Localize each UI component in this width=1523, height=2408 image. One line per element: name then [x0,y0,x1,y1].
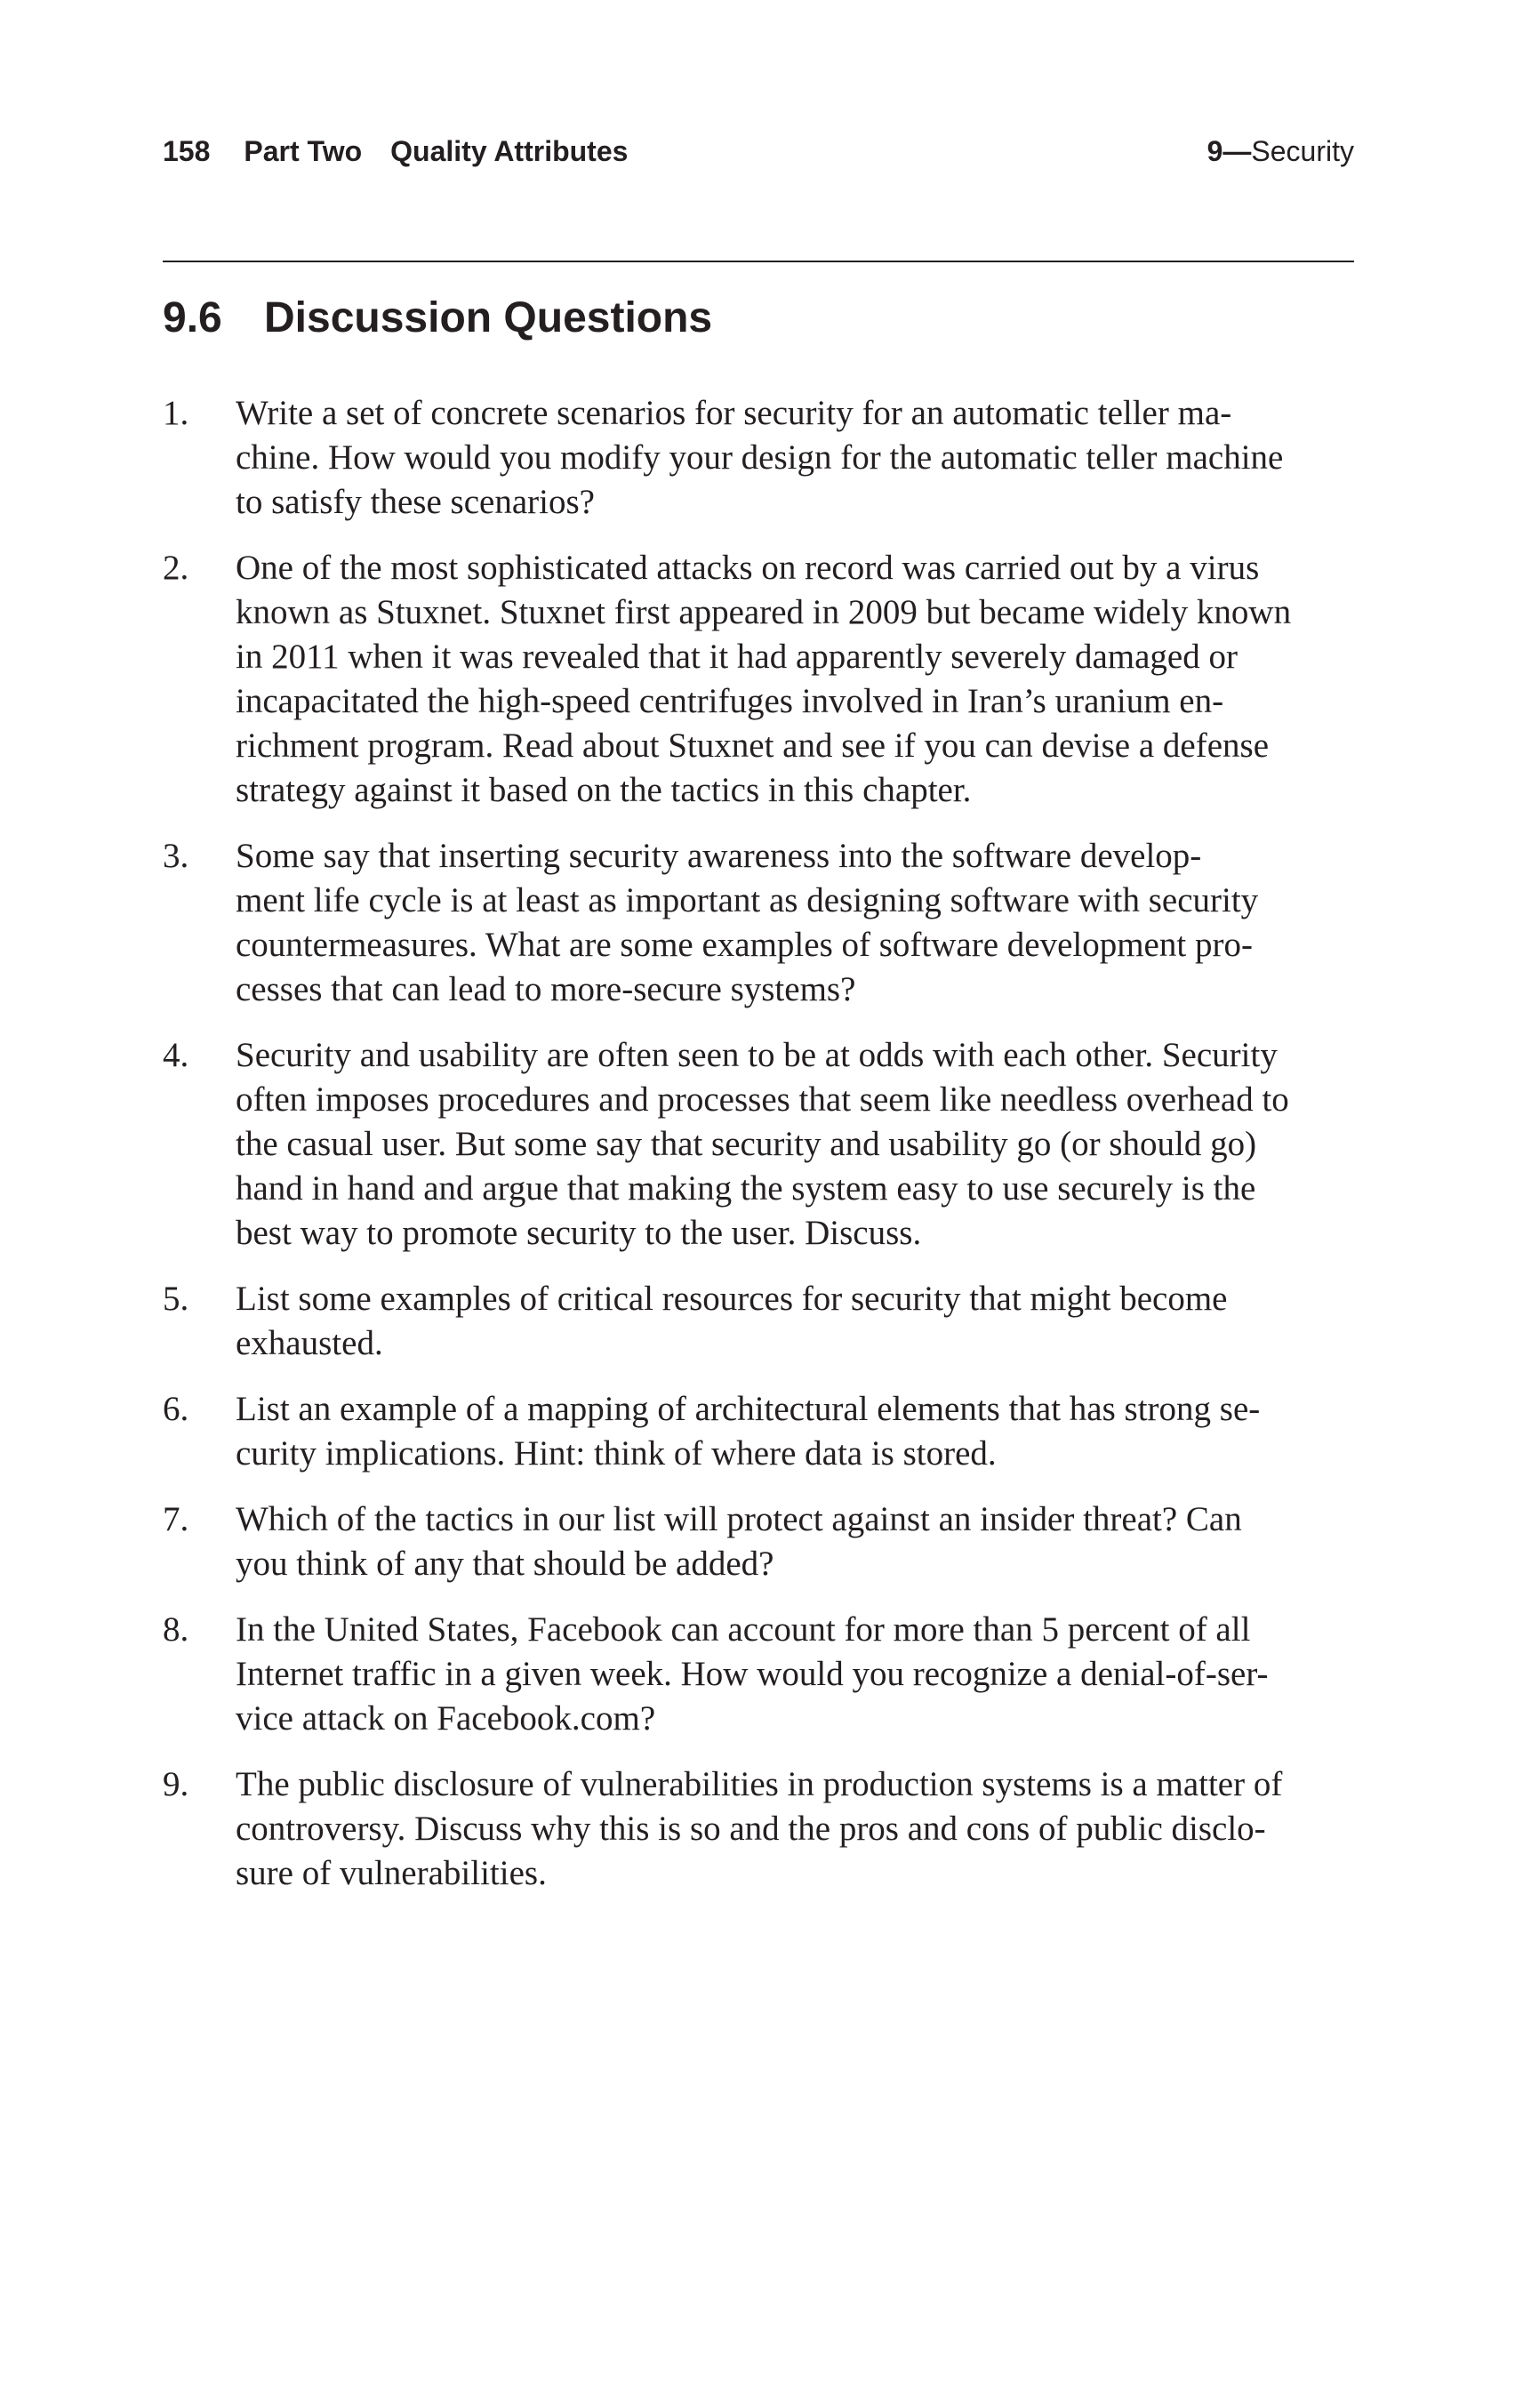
question-text-line: richment program. Read about Stuxnet and see if you can devise a defense [236,726,1270,765]
question-text [236,1277,1354,1366]
header-rule [163,261,1354,262]
question-text [236,834,1354,1012]
question-text [236,1608,1354,1741]
chapter-number: 9— [1206,135,1252,167]
page-number: 158 [163,135,211,167]
discussion-questions-list [163,391,1354,1917]
question-item [163,391,1354,525]
question-number: 2. [163,549,189,587]
question-item [163,1033,1354,1256]
question-text [236,1033,1354,1256]
question-number: 6. [163,1390,189,1428]
question-item [163,1608,1354,1741]
question-text-line: in 2011 when it was revealed that it had apparently severely damaged or [236,638,1238,676]
question-number: 8. [163,1610,189,1649]
question-number: 1. [163,394,189,432]
question-text-line: Some say that inserting security awareness into the software develop- [236,837,1202,875]
chapter-title: Security [1251,135,1354,167]
question-text [236,1387,1354,1476]
question-text-line: List an example of a mapping of architectural elements that has strong se- [236,1390,1261,1428]
question-text-line: Write a set of concrete scenarios for security for an automatic teller ma- [236,394,1232,432]
question-text-line: to satisfy these scenarios? [236,483,595,521]
question-text-line: exhausted. [236,1324,383,1362]
question-text-line: curity implications. Hint: think of where data is stored. [236,1434,997,1473]
part-label: Part Two [244,135,363,167]
question-text-line: known as Stuxnet. Stuxnet first appeared in 2009 but became widely known [236,593,1292,631]
question-text-line: One of the most sophisticated attacks on record was carried out by a virus [236,549,1260,587]
part-title: Quality Attributes [390,135,629,167]
question-number: 7. [163,1500,189,1538]
section-title: Discussion Questions [264,294,713,341]
question-text [236,1497,1354,1586]
question-text-line: best way to promote security to the user. Discuss. [236,1214,922,1252]
question-text [236,1762,1354,1896]
question-number: 4. [163,1036,189,1074]
question-item [163,546,1354,813]
question-item [163,1277,1354,1366]
question-number: 5. [163,1280,189,1318]
question-text-line: vice attack on Facebook.com? [236,1699,656,1738]
question-text-line: The public disclosure of vulnerabilities in production systems is a matter of [236,1765,1283,1803]
question-text-line: strategy against it based on the tactics in this chapter. [236,771,972,809]
question-text-line: often imposes procedures and processes that seem like needless overhead to [236,1080,1289,1119]
question-text-line: cesses that can lead to more-secure systems? [236,970,856,1008]
question-text-line: chine. How would you modify your design for the automatic teller machine [236,438,1284,477]
question-item [163,1762,1354,1896]
question-text-line: In the United States, Facebook can account for more than 5 percent of all [236,1610,1251,1649]
section-number: 9.6 [163,294,222,341]
question-number: 3. [163,837,189,875]
question-text [236,391,1354,525]
running-head-left [163,130,628,173]
question-text-line: controversy. Discuss why this is so and the pros and cons of public disclo- [236,1810,1266,1848]
question-number: 9. [163,1765,189,1803]
question-text-line: Internet traffic in a given week. How would you recognize a denial-of-ser- [236,1655,1269,1693]
question-text-line: sure of vulnerabilities. [236,1854,547,1892]
question-item [163,1387,1354,1476]
running-head-right [1207,130,1354,173]
question-text-line: countermeasures. What are some examples of software development pro- [236,926,1253,964]
question-item [163,834,1354,1012]
running-head [163,130,1354,173]
question-text-line: Which of the tactics in our list will protect against an insider threat? Can [236,1500,1242,1538]
question-text-line: you think of any that should be added? [236,1545,774,1583]
section-heading [163,290,712,347]
question-text-line: hand in hand and argue that making the system easy to use securely is the [236,1169,1256,1208]
question-text-line: incapacitated the high-speed centrifuges involved in Iran’s uranium en- [236,682,1224,720]
question-text-line: ment life cycle is at least as important as designing software with security [236,881,1259,919]
question-text [236,546,1354,813]
question-text-line: the casual user. But some say that security and usability go (or should go) [236,1125,1257,1163]
question-text-line: List some examples of critical resources for security that might become [236,1280,1228,1318]
question-item [163,1497,1354,1586]
question-text-line: Security and usability are often seen to be at odds with each other. Security [236,1036,1278,1074]
